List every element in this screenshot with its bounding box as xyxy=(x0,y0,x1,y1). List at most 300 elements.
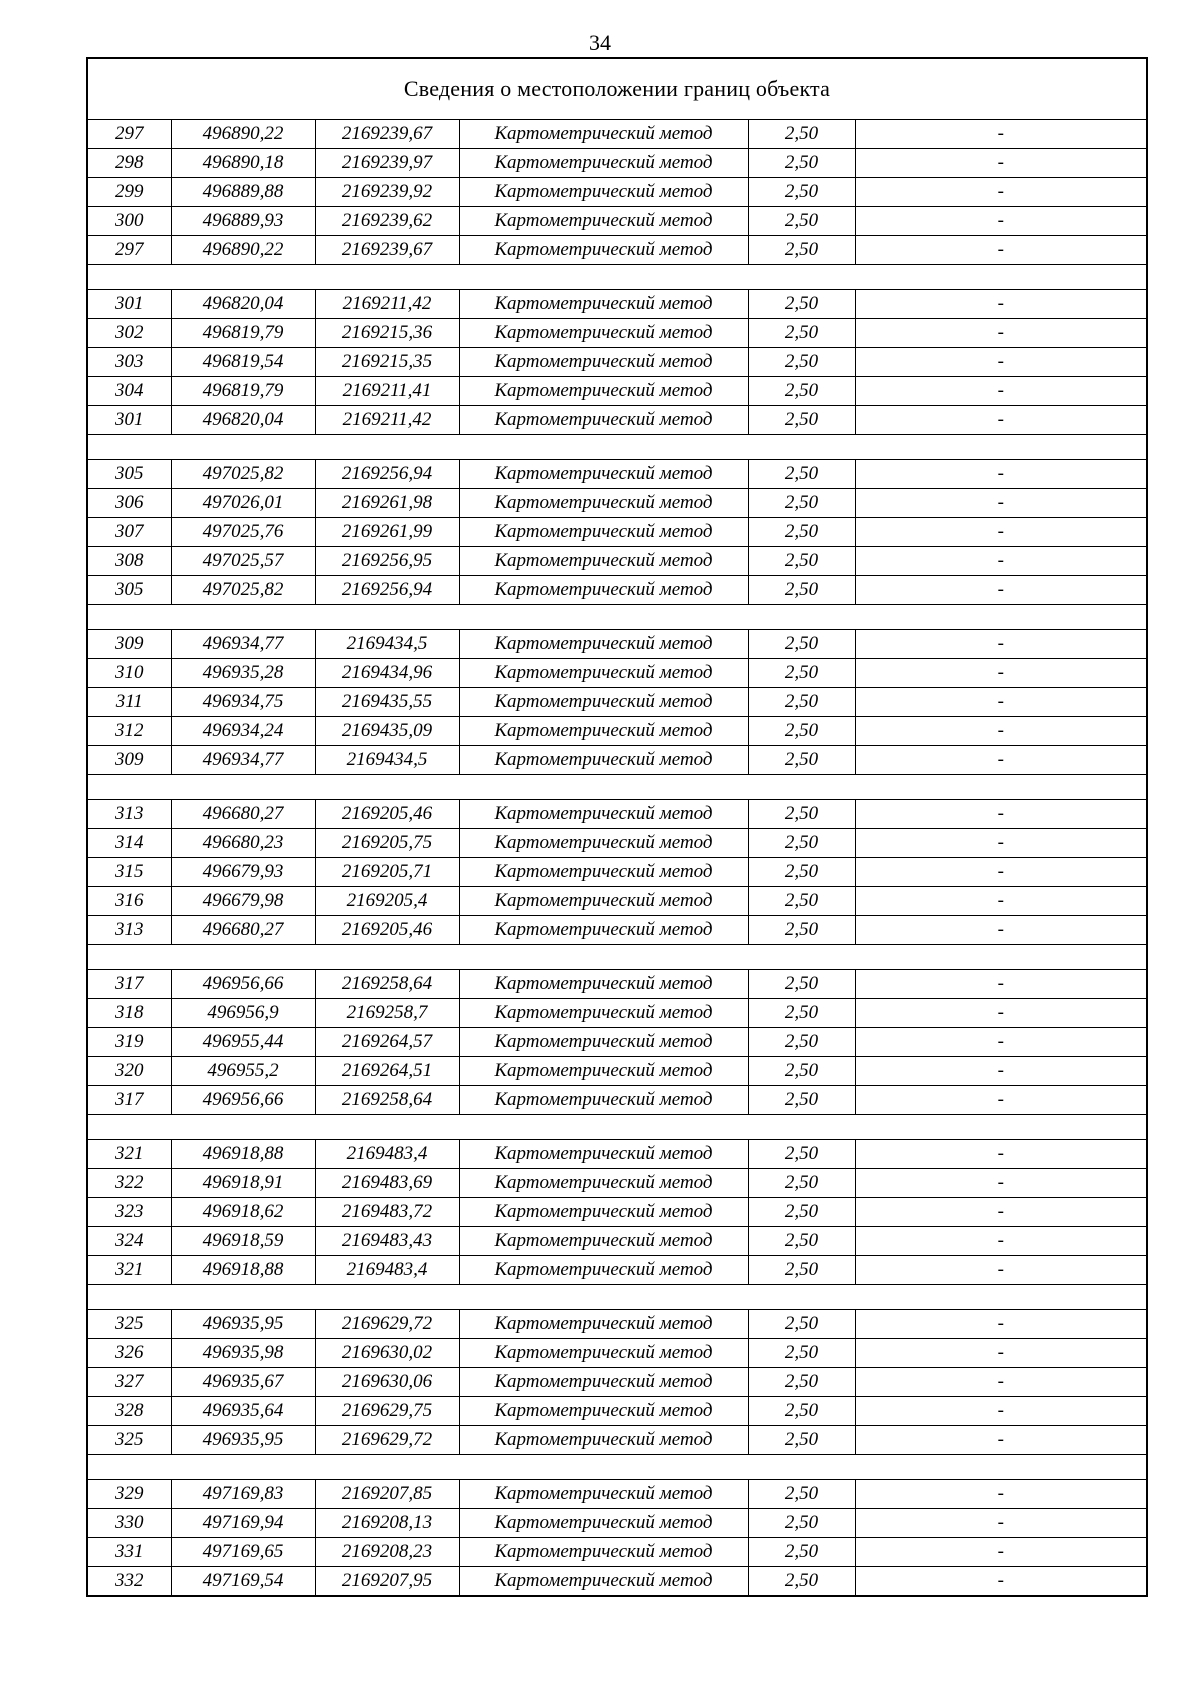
x-coordinate-cell: 497026,01 xyxy=(171,489,315,518)
description-cell: - xyxy=(855,1256,1147,1285)
y-coordinate-cell: 2169239,67 xyxy=(315,236,459,265)
description-cell: - xyxy=(855,1339,1147,1368)
description-cell: - xyxy=(855,1310,1147,1339)
x-coordinate-cell: 496935,28 xyxy=(171,659,315,688)
accuracy-cell: 2,50 xyxy=(748,1567,855,1597)
point-number-cell: 327 xyxy=(87,1368,171,1397)
table-row xyxy=(87,970,1147,999)
point-number-cell: 306 xyxy=(87,489,171,518)
x-coordinate-cell: 496935,98 xyxy=(171,1339,315,1368)
method-cell: Картометрический метод xyxy=(459,1567,748,1597)
x-coordinate-cell: 497025,82 xyxy=(171,576,315,605)
description-cell: - xyxy=(855,377,1147,406)
x-coordinate-cell: 496918,88 xyxy=(171,1140,315,1169)
point-number-cell: 325 xyxy=(87,1426,171,1455)
method-cell: Картометрический метод xyxy=(459,1538,748,1567)
description-cell: - xyxy=(855,547,1147,576)
y-coordinate-cell: 2169215,36 xyxy=(315,319,459,348)
description-cell: - xyxy=(855,858,1147,887)
table-row xyxy=(87,1140,1147,1169)
point-number-cell: 328 xyxy=(87,1397,171,1426)
accuracy-cell: 2,50 xyxy=(748,970,855,999)
group-separator-row xyxy=(87,945,1147,970)
point-number-cell: 302 xyxy=(87,319,171,348)
method-cell: Картометрический метод xyxy=(459,1310,748,1339)
method-cell: Картометрический метод xyxy=(459,290,748,319)
point-number-cell: 315 xyxy=(87,858,171,887)
method-cell: Картометрический метод xyxy=(459,547,748,576)
x-coordinate-cell: 497025,82 xyxy=(171,460,315,489)
method-cell: Картометрический метод xyxy=(459,746,748,775)
group-separator-cell xyxy=(87,1115,1147,1140)
description-cell: - xyxy=(855,1567,1147,1597)
point-number-cell: 325 xyxy=(87,1310,171,1339)
method-cell: Картометрический метод xyxy=(459,1368,748,1397)
accuracy-cell: 2,50 xyxy=(748,999,855,1028)
x-coordinate-cell: 496918,88 xyxy=(171,1256,315,1285)
accuracy-cell: 2,50 xyxy=(748,120,855,149)
description-cell: - xyxy=(855,630,1147,659)
description-cell: - xyxy=(855,829,1147,858)
table-row xyxy=(87,1426,1147,1455)
point-number-cell: 322 xyxy=(87,1169,171,1198)
description-cell: - xyxy=(855,518,1147,547)
point-number-cell: 308 xyxy=(87,547,171,576)
table-row xyxy=(87,1567,1147,1597)
point-number-cell: 317 xyxy=(87,1086,171,1115)
method-cell: Картометрический метод xyxy=(459,858,748,887)
y-coordinate-cell: 2169629,75 xyxy=(315,1397,459,1426)
accuracy-cell: 2,50 xyxy=(748,1339,855,1368)
point-number-cell: 319 xyxy=(87,1028,171,1057)
y-coordinate-cell: 2169207,85 xyxy=(315,1480,459,1509)
y-coordinate-cell: 2169434,5 xyxy=(315,630,459,659)
table-row xyxy=(87,800,1147,829)
x-coordinate-cell: 497025,57 xyxy=(171,547,315,576)
method-cell: Картометрический метод xyxy=(459,576,748,605)
accuracy-cell: 2,50 xyxy=(748,1198,855,1227)
accuracy-cell: 2,50 xyxy=(748,576,855,605)
accuracy-cell: 2,50 xyxy=(748,1538,855,1567)
accuracy-cell: 2,50 xyxy=(748,1086,855,1115)
description-cell: - xyxy=(855,1086,1147,1115)
point-number-cell: 314 xyxy=(87,829,171,858)
group-separator-row xyxy=(87,605,1147,630)
x-coordinate-cell: 496934,77 xyxy=(171,630,315,659)
table-row xyxy=(87,290,1147,319)
point-number-cell: 321 xyxy=(87,1256,171,1285)
x-coordinate-cell: 496934,24 xyxy=(171,717,315,746)
description-cell: - xyxy=(855,1198,1147,1227)
accuracy-cell: 2,50 xyxy=(748,1140,855,1169)
y-coordinate-cell: 2169435,09 xyxy=(315,717,459,746)
method-cell: Картометрический метод xyxy=(459,236,748,265)
method-cell: Картометрический метод xyxy=(459,149,748,178)
y-coordinate-cell: 2169205,4 xyxy=(315,887,459,916)
point-number-cell: 323 xyxy=(87,1198,171,1227)
description-cell: - xyxy=(855,1057,1147,1086)
x-coordinate-cell: 496890,22 xyxy=(171,120,315,149)
accuracy-cell: 2,50 xyxy=(748,887,855,916)
table-row xyxy=(87,319,1147,348)
y-coordinate-cell: 2169258,7 xyxy=(315,999,459,1028)
y-coordinate-cell: 2169435,55 xyxy=(315,688,459,717)
accuracy-cell: 2,50 xyxy=(748,1509,855,1538)
method-cell: Картометрический метод xyxy=(459,518,748,547)
y-coordinate-cell: 2169239,67 xyxy=(315,120,459,149)
point-number-cell: 309 xyxy=(87,630,171,659)
description-cell: - xyxy=(855,178,1147,207)
x-coordinate-cell: 496679,93 xyxy=(171,858,315,887)
table-row xyxy=(87,576,1147,605)
y-coordinate-cell: 2169630,02 xyxy=(315,1339,459,1368)
table-row xyxy=(87,717,1147,746)
table-row xyxy=(87,829,1147,858)
y-coordinate-cell: 2169239,92 xyxy=(315,178,459,207)
group-separator-cell xyxy=(87,945,1147,970)
y-coordinate-cell: 2169630,06 xyxy=(315,1368,459,1397)
method-cell: Картометрический метод xyxy=(459,1397,748,1426)
table-row xyxy=(87,406,1147,435)
accuracy-cell: 2,50 xyxy=(748,688,855,717)
y-coordinate-cell: 2169211,42 xyxy=(315,406,459,435)
description-cell: - xyxy=(855,1480,1147,1509)
description-cell: - xyxy=(855,1169,1147,1198)
table-row xyxy=(87,1339,1147,1368)
page-number: 34 xyxy=(589,30,611,55)
point-number-cell: 311 xyxy=(87,688,171,717)
table-row xyxy=(87,120,1147,149)
x-coordinate-cell: 496890,18 xyxy=(171,149,315,178)
accuracy-cell: 2,50 xyxy=(748,800,855,829)
method-cell: Картометрический метод xyxy=(459,887,748,916)
x-coordinate-cell: 496820,04 xyxy=(171,290,315,319)
y-coordinate-cell: 2169261,98 xyxy=(315,489,459,518)
table-row xyxy=(87,1227,1147,1256)
y-coordinate-cell: 2169264,51 xyxy=(315,1057,459,1086)
description-cell: - xyxy=(855,1140,1147,1169)
y-coordinate-cell: 2169207,95 xyxy=(315,1567,459,1597)
group-separator-row xyxy=(87,1455,1147,1480)
y-coordinate-cell: 2169483,4 xyxy=(315,1256,459,1285)
method-cell: Картометрический метод xyxy=(459,319,748,348)
table-row xyxy=(87,1169,1147,1198)
group-separator-cell xyxy=(87,1455,1147,1480)
table-row xyxy=(87,1256,1147,1285)
x-coordinate-cell: 496918,91 xyxy=(171,1169,315,1198)
point-number-cell: 304 xyxy=(87,377,171,406)
group-separator-row xyxy=(87,265,1147,290)
point-number-cell: 318 xyxy=(87,999,171,1028)
x-coordinate-cell: 496956,66 xyxy=(171,1086,315,1115)
point-number-cell: 307 xyxy=(87,518,171,547)
y-coordinate-cell: 2169483,4 xyxy=(315,1140,459,1169)
group-separator-row xyxy=(87,435,1147,460)
accuracy-cell: 2,50 xyxy=(748,1028,855,1057)
x-coordinate-cell: 497169,54 xyxy=(171,1567,315,1597)
method-cell: Картометрический метод xyxy=(459,1480,748,1509)
table-row xyxy=(87,659,1147,688)
method-cell: Картометрический метод xyxy=(459,1057,748,1086)
y-coordinate-cell: 2169208,13 xyxy=(315,1509,459,1538)
description-cell: - xyxy=(855,1397,1147,1426)
accuracy-cell: 2,50 xyxy=(748,916,855,945)
point-number-cell: 330 xyxy=(87,1509,171,1538)
y-coordinate-cell: 2169264,57 xyxy=(315,1028,459,1057)
accuracy-cell: 2,50 xyxy=(748,1480,855,1509)
method-cell: Картометрический метод xyxy=(459,120,748,149)
accuracy-cell: 2,50 xyxy=(748,489,855,518)
y-coordinate-cell: 2169256,95 xyxy=(315,547,459,576)
point-number-cell: 326 xyxy=(87,1339,171,1368)
description-cell: - xyxy=(855,1028,1147,1057)
table-row xyxy=(87,489,1147,518)
method-cell: Картометрический метод xyxy=(459,460,748,489)
description-cell: - xyxy=(855,746,1147,775)
table-row xyxy=(87,1397,1147,1426)
accuracy-cell: 2,50 xyxy=(748,207,855,236)
point-number-cell: 303 xyxy=(87,348,171,377)
accuracy-cell: 2,50 xyxy=(748,1426,855,1455)
y-coordinate-cell: 2169215,35 xyxy=(315,348,459,377)
method-cell: Картометрический метод xyxy=(459,178,748,207)
x-coordinate-cell: 496935,67 xyxy=(171,1368,315,1397)
table-row xyxy=(87,460,1147,489)
group-separator-cell xyxy=(87,775,1147,800)
method-cell: Картометрический метод xyxy=(459,1339,748,1368)
group-separator-row xyxy=(87,1285,1147,1310)
x-coordinate-cell: 496819,79 xyxy=(171,377,315,406)
accuracy-cell: 2,50 xyxy=(748,348,855,377)
method-cell: Картометрический метод xyxy=(459,207,748,236)
y-coordinate-cell: 2169211,41 xyxy=(315,377,459,406)
description-cell: - xyxy=(855,489,1147,518)
accuracy-cell: 2,50 xyxy=(748,406,855,435)
description-cell: - xyxy=(855,576,1147,605)
y-coordinate-cell: 2169483,72 xyxy=(315,1198,459,1227)
point-number-cell: 301 xyxy=(87,406,171,435)
method-cell: Картометрический метод xyxy=(459,1028,748,1057)
x-coordinate-cell: 496680,23 xyxy=(171,829,315,858)
method-cell: Картометрический метод xyxy=(459,1086,748,1115)
description-cell: - xyxy=(855,120,1147,149)
method-cell: Картометрический метод xyxy=(459,659,748,688)
table-title-row xyxy=(87,58,1147,120)
x-coordinate-cell: 496918,62 xyxy=(171,1198,315,1227)
y-coordinate-cell: 2169205,46 xyxy=(315,800,459,829)
y-coordinate-cell: 2169258,64 xyxy=(315,970,459,999)
description-cell: - xyxy=(855,460,1147,489)
y-coordinate-cell: 2169256,94 xyxy=(315,460,459,489)
group-separator-cell xyxy=(87,605,1147,630)
description-cell: - xyxy=(855,348,1147,377)
y-coordinate-cell: 2169483,43 xyxy=(315,1227,459,1256)
table-row xyxy=(87,236,1147,265)
y-coordinate-cell: 2169629,72 xyxy=(315,1310,459,1339)
accuracy-cell: 2,50 xyxy=(748,1227,855,1256)
description-cell: - xyxy=(855,999,1147,1028)
accuracy-cell: 2,50 xyxy=(748,1397,855,1426)
description-cell: - xyxy=(855,800,1147,829)
point-number-cell: 317 xyxy=(87,970,171,999)
table-row xyxy=(87,887,1147,916)
method-cell: Картометрический метод xyxy=(459,1256,748,1285)
table-row xyxy=(87,630,1147,659)
accuracy-cell: 2,50 xyxy=(748,149,855,178)
description-cell: - xyxy=(855,1368,1147,1397)
accuracy-cell: 2,50 xyxy=(748,1057,855,1086)
group-separator-cell xyxy=(87,1285,1147,1310)
description-cell: - xyxy=(855,970,1147,999)
point-number-cell: 312 xyxy=(87,717,171,746)
accuracy-cell: 2,50 xyxy=(748,630,855,659)
table-row xyxy=(87,1057,1147,1086)
x-coordinate-cell: 496955,2 xyxy=(171,1057,315,1086)
accuracy-cell: 2,50 xyxy=(748,377,855,406)
description-cell: - xyxy=(855,1538,1147,1567)
method-cell: Картометрический метод xyxy=(459,800,748,829)
point-number-cell: 320 xyxy=(87,1057,171,1086)
x-coordinate-cell: 497169,94 xyxy=(171,1509,315,1538)
point-number-cell: 305 xyxy=(87,460,171,489)
table-row xyxy=(87,1086,1147,1115)
method-cell: Картометрический метод xyxy=(459,1509,748,1538)
table-row xyxy=(87,688,1147,717)
method-cell: Картометрический метод xyxy=(459,1227,748,1256)
point-number-cell: 321 xyxy=(87,1140,171,1169)
method-cell: Картометрический метод xyxy=(459,717,748,746)
point-number-cell: 298 xyxy=(87,149,171,178)
method-cell: Картометрический метод xyxy=(459,999,748,1028)
point-number-cell: 324 xyxy=(87,1227,171,1256)
table-title: Сведения о местоположении границ объекта xyxy=(87,58,1147,120)
accuracy-cell: 2,50 xyxy=(748,1256,855,1285)
x-coordinate-cell: 496935,95 xyxy=(171,1310,315,1339)
point-number-cell: 332 xyxy=(87,1567,171,1597)
table-row xyxy=(87,1028,1147,1057)
description-cell: - xyxy=(855,1426,1147,1455)
x-coordinate-cell: 496934,75 xyxy=(171,688,315,717)
accuracy-cell: 2,50 xyxy=(748,1368,855,1397)
point-number-cell: 309 xyxy=(87,746,171,775)
point-number-cell: 297 xyxy=(87,120,171,149)
table-row xyxy=(87,1538,1147,1567)
table-row xyxy=(87,149,1147,178)
x-coordinate-cell: 497169,83 xyxy=(171,1480,315,1509)
x-coordinate-cell: 496680,27 xyxy=(171,916,315,945)
point-number-cell: 329 xyxy=(87,1480,171,1509)
table-row xyxy=(87,348,1147,377)
group-separator-cell xyxy=(87,265,1147,290)
x-coordinate-cell: 496934,77 xyxy=(171,746,315,775)
method-cell: Картометрический метод xyxy=(459,1198,748,1227)
method-cell: Картометрический метод xyxy=(459,489,748,518)
method-cell: Картометрический метод xyxy=(459,406,748,435)
group-separator-cell xyxy=(87,435,1147,460)
group-separator-row xyxy=(87,1115,1147,1140)
method-cell: Картометрический метод xyxy=(459,1169,748,1198)
point-number-cell: 301 xyxy=(87,290,171,319)
table-row xyxy=(87,1198,1147,1227)
x-coordinate-cell: 497169,65 xyxy=(171,1538,315,1567)
method-cell: Картометрический метод xyxy=(459,916,748,945)
boundary-coordinates-table xyxy=(86,57,1148,1597)
table-row xyxy=(87,547,1147,576)
table-row xyxy=(87,518,1147,547)
table-body xyxy=(87,58,1147,1596)
y-coordinate-cell: 2169239,97 xyxy=(315,149,459,178)
table-row xyxy=(87,1310,1147,1339)
point-number-cell: 316 xyxy=(87,887,171,916)
description-cell: - xyxy=(855,717,1147,746)
y-coordinate-cell: 2169205,71 xyxy=(315,858,459,887)
x-coordinate-cell: 496680,27 xyxy=(171,800,315,829)
point-number-cell: 313 xyxy=(87,800,171,829)
x-coordinate-cell: 496955,44 xyxy=(171,1028,315,1057)
accuracy-cell: 2,50 xyxy=(748,858,855,887)
x-coordinate-cell: 496918,59 xyxy=(171,1227,315,1256)
method-cell: Картометрический метод xyxy=(459,377,748,406)
method-cell: Картометрический метод xyxy=(459,688,748,717)
description-cell: - xyxy=(855,236,1147,265)
y-coordinate-cell: 2169483,69 xyxy=(315,1169,459,1198)
y-coordinate-cell: 2169205,75 xyxy=(315,829,459,858)
table-row xyxy=(87,1368,1147,1397)
table-row xyxy=(87,207,1147,236)
x-coordinate-cell: 496956,9 xyxy=(171,999,315,1028)
x-coordinate-cell: 497025,76 xyxy=(171,518,315,547)
point-number-cell: 300 xyxy=(87,207,171,236)
table-row xyxy=(87,746,1147,775)
group-separator-row xyxy=(87,775,1147,800)
y-coordinate-cell: 2169205,46 xyxy=(315,916,459,945)
point-number-cell: 313 xyxy=(87,916,171,945)
description-cell: - xyxy=(855,319,1147,348)
x-coordinate-cell: 496819,54 xyxy=(171,348,315,377)
x-coordinate-cell: 496819,79 xyxy=(171,319,315,348)
accuracy-cell: 2,50 xyxy=(748,829,855,858)
accuracy-cell: 2,50 xyxy=(748,518,855,547)
y-coordinate-cell: 2169261,99 xyxy=(315,518,459,547)
method-cell: Картометрический метод xyxy=(459,1426,748,1455)
y-coordinate-cell: 2169211,42 xyxy=(315,290,459,319)
method-cell: Картометрический метод xyxy=(459,829,748,858)
y-coordinate-cell: 2169434,96 xyxy=(315,659,459,688)
accuracy-cell: 2,50 xyxy=(748,717,855,746)
table-row xyxy=(87,1480,1147,1509)
table-row xyxy=(87,1509,1147,1538)
table-row xyxy=(87,999,1147,1028)
y-coordinate-cell: 2169256,94 xyxy=(315,576,459,605)
accuracy-cell: 2,50 xyxy=(748,659,855,688)
x-coordinate-cell: 496890,22 xyxy=(171,236,315,265)
accuracy-cell: 2,50 xyxy=(748,547,855,576)
accuracy-cell: 2,50 xyxy=(748,178,855,207)
description-cell: - xyxy=(855,1227,1147,1256)
table-row xyxy=(87,858,1147,887)
y-coordinate-cell: 2169208,23 xyxy=(315,1538,459,1567)
accuracy-cell: 2,50 xyxy=(748,1169,855,1198)
point-number-cell: 310 xyxy=(87,659,171,688)
method-cell: Картометрический метод xyxy=(459,348,748,377)
description-cell: - xyxy=(855,688,1147,717)
description-cell: - xyxy=(855,207,1147,236)
table-row xyxy=(87,178,1147,207)
description-cell: - xyxy=(855,290,1147,319)
method-cell: Картометрический метод xyxy=(459,970,748,999)
description-cell: - xyxy=(855,1509,1147,1538)
x-coordinate-cell: 496820,04 xyxy=(171,406,315,435)
